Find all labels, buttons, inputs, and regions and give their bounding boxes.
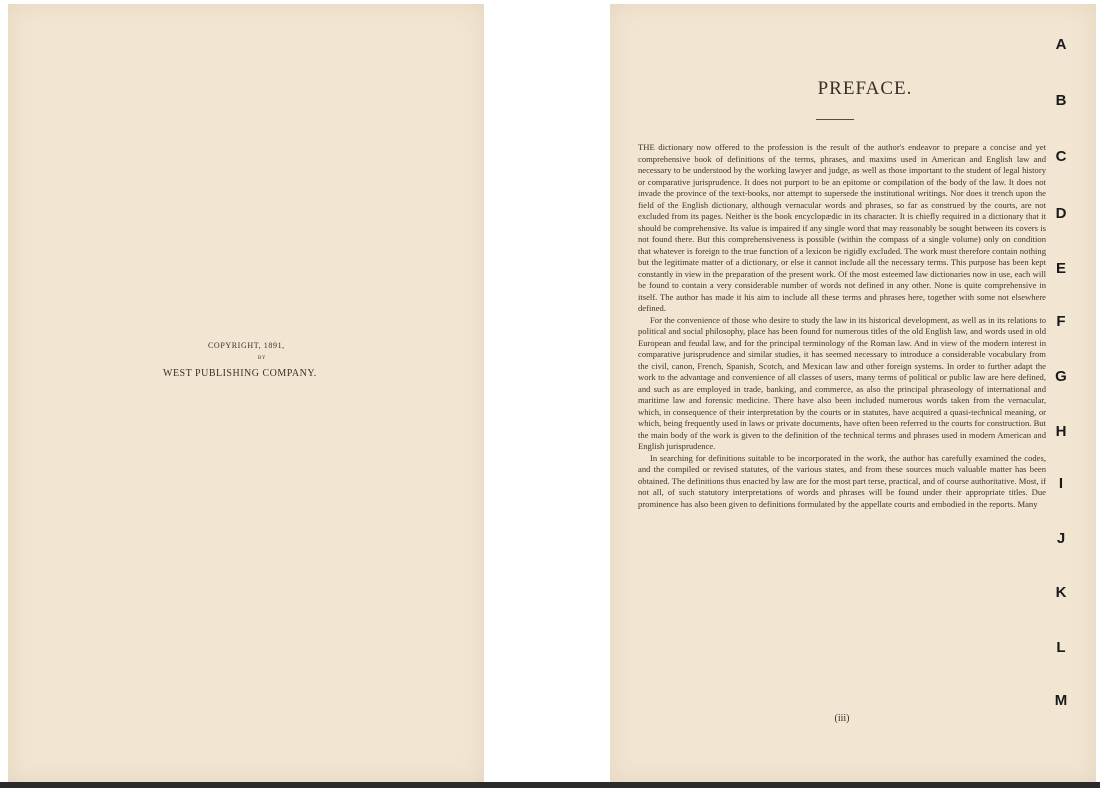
thumb-tab-k[interactable]: K (1055, 584, 1067, 601)
thumb-tab-g[interactable]: G (1055, 368, 1067, 385)
thumb-tab-h[interactable]: H (1055, 423, 1067, 440)
preface-paragraph-1: THE dictionary now offered to the profession is the result of the author's endeavor to prepare a concise and yet comprehensive book of definitions of the terms, phrases, and maxims used in American and English law and necessary to be understood by the working lawyer and judge, as well as those important to the student of legal history or comparative jurisprudence. It does not purport to be an epitome or compilation of the body of the law. It does not invade the province of the text-books, nor attempt to supersede the institutional writings. Nor does it trench upon the field of the English dictionary, although vernacular words and phrases, so far as construed by the courts, are not excluded from its pages. Neither is the book encyclopædic in its character. It is chiefly required in a dictionary that it should be comprehensive. Its value is impaired if any single word that may reasonably be sought between its covers is not found there. But this comprehensiveness is possible (within the compass of a single volume) only on condition that whatever is foreign to the true function of a lexicon be rigidly excluded. The work must therefore contain nothing but the legitimate matter of a dictionary, or else it cannot include all the necessary terms. This purpose has been kept constantly in view in the preparation of the present work. Of the most esteemed law dictionaries now in use, each will be found to contain a very considerable number of words not defined in any other. None is quite comprehensive in itself. The author has made it his aim to include all these terms and phrases here, together with some not elsewhere defined. (638, 142, 1046, 313)
thumb-tab-a[interactable]: A (1055, 36, 1067, 53)
thumb-index (1050, 0, 1072, 730)
thumb-tab-d[interactable]: D (1055, 205, 1067, 222)
thumb-tab-i[interactable]: I (1058, 475, 1064, 492)
thumb-tab-j[interactable]: J (1056, 530, 1066, 547)
copyright-line: COPYRIGHT, 1891, (208, 341, 285, 350)
title-rule (816, 119, 854, 120)
left-page (8, 4, 484, 782)
page-number: (iii) (834, 713, 850, 724)
thumb-tab-f[interactable]: F (1056, 313, 1066, 330)
preface-title: PREFACE. (817, 78, 913, 99)
thumb-tab-e[interactable]: E (1055, 260, 1066, 277)
thumb-tab-b[interactable]: B (1055, 92, 1067, 109)
right-page (610, 4, 1096, 782)
thumb-tab-m[interactable]: M (1054, 692, 1068, 709)
preface-body (638, 142, 1046, 510)
thumb-tab-c[interactable]: C (1055, 148, 1067, 165)
preface-paragraph-2: For the convenience of those who desire to study the law in its historical development, as well as in its relations to political and social philosophy, place has been found for numerous titles of the old English law, and words used in old European and feudal law, and for the principal terminology of the Roman law. And in view of the modern interest in comparative jurisprudence and similar studies, it has seemed necessary to introduce a considerable vocabulary from the civil, canon, French, Spanish, Scotch, and Mexican law and other foreign systems. In order to further adapt the work to the advantage and convenience of all classes of users, many terms of political or public law are here defined, and such as are employed in trade, banking, and commerce, as also the principal phraseology of international and maritime law and forensic medicine. There have also been included numerous words taken from the vernacular, which, in consequence of their interpretation by the courts or in statutes, have acquired a quasi-technical meaning, or which, being frequently used in laws or private documents, have often been referred to the courts for construction. But the main body of the work is given to the definition of the technical terms and phrases used in modern American and English jurisprudence. (638, 314, 1046, 451)
thumb-tab-l[interactable]: L (1056, 639, 1066, 656)
preface-paragraph-3: In searching for definitions suitable to be incorporated in the work, the author has carefully examined the codes, and the compiled or revised statutes, of the various states, and from these sources much valuable matter has been obtained. The definitions thus enacted by law are for the most part terse, practical, and of course authoritative. Most, if not all, of such statutory interpretations of words and phrases will be found under their appropriate titles. Due prominence has also been given to definitions formulated by the appellate courts and embodied in the reports. Many (638, 452, 1046, 509)
bottom-bar (0, 782, 1100, 788)
publisher-name: WEST PUBLISHING COMPANY. (163, 368, 317, 379)
by-line: BY (258, 356, 266, 361)
